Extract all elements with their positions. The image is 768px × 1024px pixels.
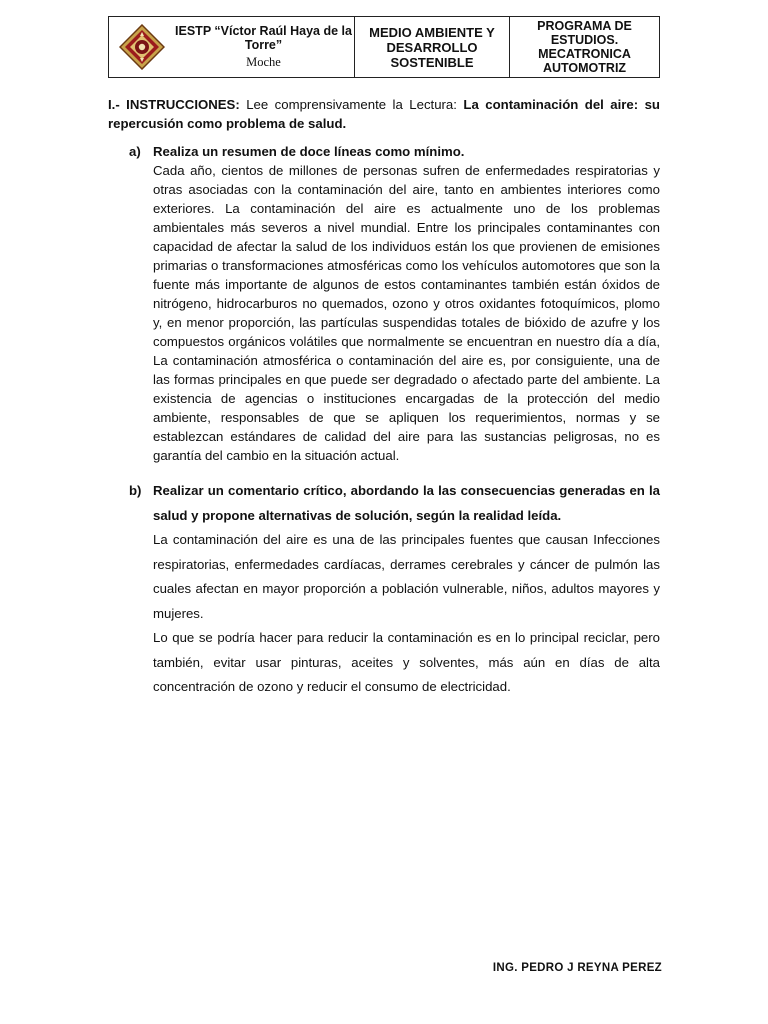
item-b-question: Realizar un comentario crítico, abordando la las consecuencias generadas en la salud y propone alternativas de solución, según la realidad leída. [153,483,660,523]
instructions-text: Lee comprensivamente la Lectura: [239,97,464,112]
document-body [108,95,660,700]
item-b [108,479,660,700]
course-cell [354,17,509,77]
institution-cell [109,17,354,77]
item-a-summary: Cada año, cientos de millones de personas sufren de enfermedades respiratorias y otras asociadas con la contaminación del aire, tanto en ambientes interiores como exteriores. La contaminación del aire es actualmente uno de los problemas ambientales más severos a nivel mundial. Entre los principales contaminantes con capacidad de afectar la salud de los individuos están los que provienen de emisiones primarias o transformaciones atmosféricas como los vehículos automotores que son la fuente más importante de algunos de estos contaminantes también están óxidos de nitrógeno, hidrocarburos no quemados, ozono y otros oxidantes fotoquímicos, plomo y, en menor proporción, las partículas suspendidas totales de bióxido de azufre y los compuestos orgánicos volátiles que normalmente se encuentran en nuestro día a día, La contaminación atmosférica o contaminación del aire es, por consiguiente, una de las formas principales en que puede ser degradado o afectado parte del ambiente. La existencia de agencias o instituciones encargadas de la protección del medio ambiente, responsables de que se apliquen los requerimientos, normas y se establezcan estándares de calidad del aire para las sustancias peligrosas, no es garantía del cambio en la situación actual. [153,163,660,463]
institution-text [173,24,354,70]
program-title-line: ESTUDIOS. [550,33,619,47]
program-title-line: PROGRAMA DE [537,19,632,33]
instructions-paragraph [108,95,660,133]
footer-author: ING. PEDRO J REYNA PEREZ [492,962,662,974]
institution-name: IESTP “Víctor Raúl Haya de la Torre” [175,24,352,52]
item-a-marker: a) [129,144,141,159]
course-title [369,25,495,70]
item-b-comment-paragraph-2: Lo que se podría hacer para reducir la contaminación es en lo principal reciclar, pero también, evitar usar pinturas, aceites y solventes, más aún en días de alta concentración de ozono y reducir el consumo de electricidad. [153,630,660,694]
header-table [108,16,660,78]
reading-title: La contaminación del aire: su repercusión como problema de salud. [108,97,660,131]
item-b-marker: b) [129,483,142,498]
course-title-line: DESARROLLO [386,39,478,55]
course-title-line: MEDIO AMBIENTE Y [369,24,495,40]
item-b-comment-paragraph-1: La contaminación del aire es una de las principales fuentes que causan Infecciones respiratorias, enfermedades cardíacas, derrames cerebrales y cáncer de pulmón las cuales afectan en mayor proporción a población vulnerable, niños, adultos mayores y mujeres. [153,532,660,621]
program-title [537,19,632,75]
program-title-line: MECATRONICA [538,47,631,61]
course-title-line: SOSTENIBLE [390,54,474,70]
item-a-question: Realiza un resumen de doce líneas como mínimo. [153,144,465,159]
instructions-label: I.- INSTRUCCIONES: [108,97,240,112]
institution-logo [119,24,165,70]
program-title-line: AUTOMOTRIZ [542,61,627,75]
program-cell [509,17,659,77]
institution-city: Moche [246,55,281,69]
item-a [108,142,660,465]
